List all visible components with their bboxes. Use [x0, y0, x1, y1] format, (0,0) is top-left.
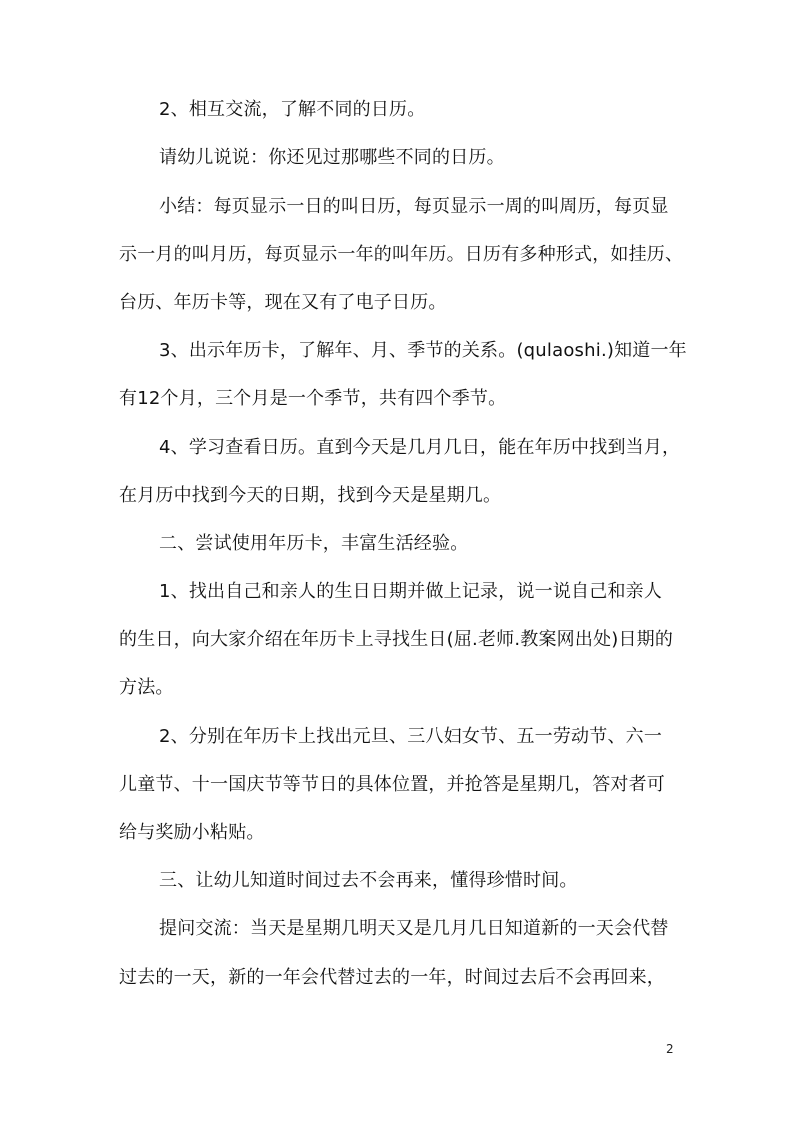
paragraph-line: 的生日，向大家介绍在年历卡上寻找生日(屈.老师.教案网出处)日期的 — [119, 629, 674, 650]
paragraph-line: 2、分别在年历卡上找出元旦、三八妇女节、五一劳动节、六一 — [159, 726, 663, 747]
paragraph-line: 3、出示年历卡，了解年、月、季节的关系。(qulaoshi.)知道一年 — [159, 340, 687, 361]
section-heading: 三、让幼儿知道时间过去不会再来，懂得珍惜时间。 — [159, 870, 578, 891]
paragraph-line: 有12个月，三个月是一个季节，共有四个季节。 — [119, 388, 507, 409]
page-number: 2 — [666, 1042, 674, 1056]
paragraph-line: 4、学习查看日历。直到今天是几月几日，能在年历中找到当月， — [159, 437, 681, 458]
paragraph-line: 2、相互交流，了解不同的日历。 — [159, 99, 426, 120]
paragraph-line: 提问交流：当天是星期几明天又是几月几日知道新的一天会代替 — [159, 918, 669, 939]
paragraph-line: 给与奖励小粘贴。 — [119, 822, 265, 843]
paragraph-line: 示一月的叫月历，每页显示一年的叫年历。日历有多种形式，如挂历、 — [119, 244, 684, 265]
section-heading: 二、尝试使用年历卡，丰富生活经验。 — [159, 533, 469, 554]
paragraph-line: 方法。 — [119, 677, 174, 698]
paragraph-line: 儿童节、十一国庆节等节日的具体位置，并抢答是星期几，答对者可 — [119, 774, 665, 795]
paragraph-line: 1、找出自己和亲人的生日日期并做上记录，说一说自己和亲人 — [159, 581, 663, 602]
paragraph-line: 在月历中找到今天的日期，找到今天是星期几。 — [119, 485, 502, 506]
paragraph-line: 台历、年历卡等，现在又有了电子日历。 — [119, 292, 447, 313]
paragraph-line: 请幼儿说说：你还见过那哪些不同的日历。 — [159, 147, 505, 168]
paragraph-line: 过去的一天，新的一年会代替过去的一年，时间过去后不会再回来， — [119, 967, 665, 988]
paragraph-line: 小结：每页显示一日的叫日历，每页显示一周的叫周历，每页显 — [159, 196, 669, 217]
